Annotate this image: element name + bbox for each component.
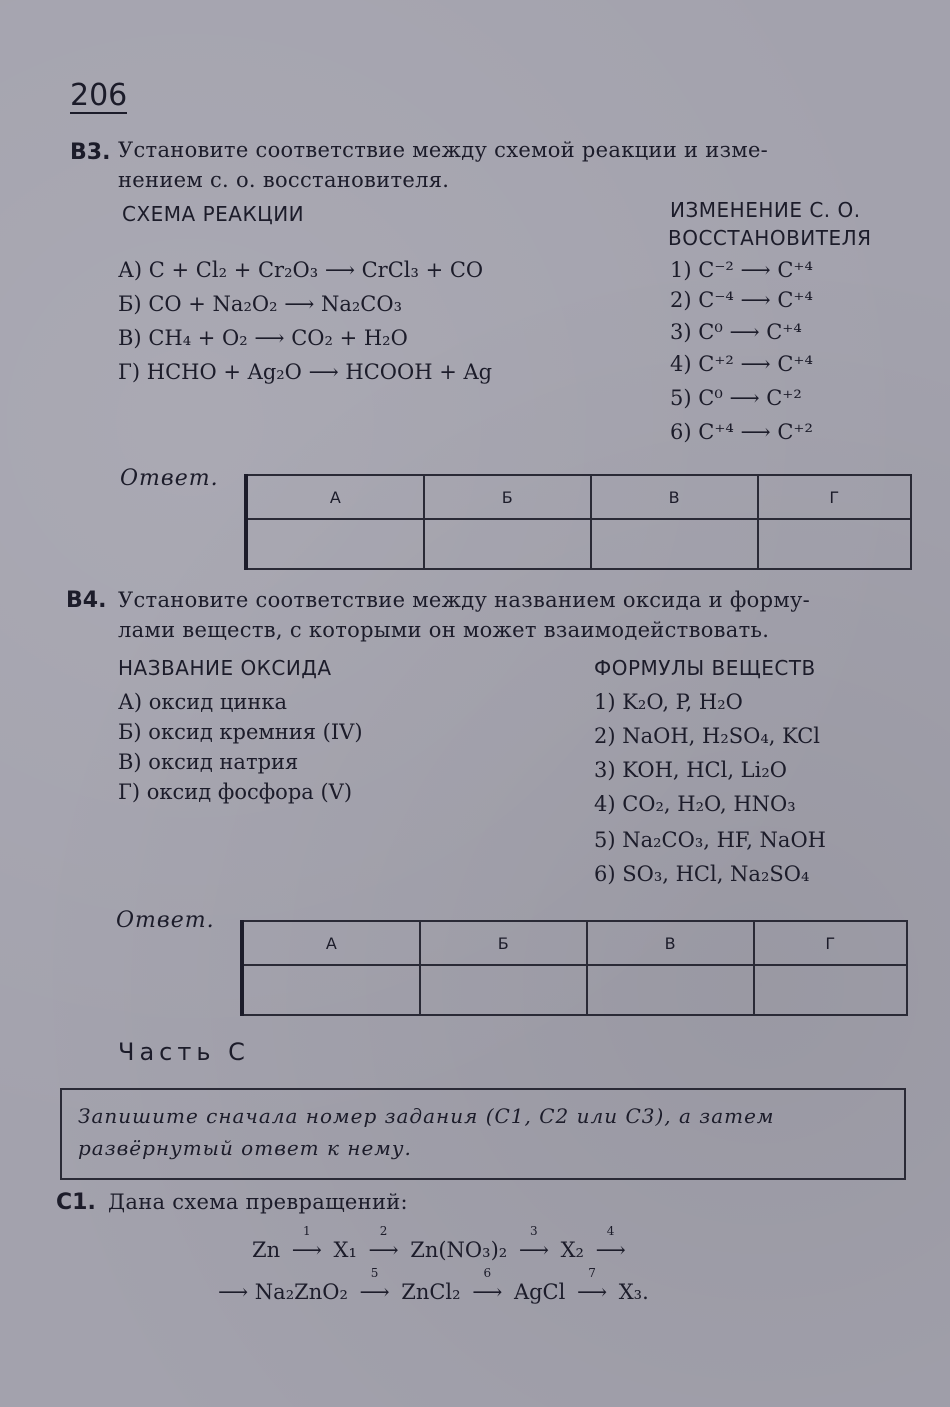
change-from: C⁻⁴	[698, 288, 734, 312]
step-number: 1	[302, 1224, 311, 1238]
arrow-icon: 5 ⟶	[355, 1280, 395, 1304]
answer-cell-b[interactable]	[420, 965, 587, 1015]
b3-right-header-line1: ИЗМЕНЕНИЕ С. О.	[670, 198, 861, 222]
scheme-species: Na₂ZnO₂	[254, 1280, 348, 1304]
step-number: 2	[379, 1224, 388, 1238]
reaction-a	[118, 258, 483, 282]
answer-input-row	[242, 965, 907, 1015]
arrow-icon: ⟶	[284, 292, 315, 316]
arrow-icon: ⟶	[254, 326, 285, 350]
scheme-species: Zn(NO₃)₂	[410, 1238, 508, 1262]
arrow-icon: ⟶	[729, 386, 760, 410]
page-number: 206	[70, 78, 128, 113]
reaction-b	[118, 292, 402, 316]
reaction-reactants: CH₄ + O₂	[148, 326, 248, 350]
reaction-label: Г)	[118, 360, 141, 384]
answer-col-a: А	[242, 921, 420, 965]
oxide-a: А) оксид цинка	[118, 690, 288, 714]
arrow-icon: 2 ⟶	[364, 1238, 404, 1262]
answer-col-v: В	[587, 921, 754, 965]
reaction-v	[118, 326, 408, 350]
change-from: C⁰	[698, 386, 723, 410]
b3-answer-label: Ответ.	[120, 466, 219, 491]
answer-cell-b[interactable]	[424, 519, 591, 569]
reaction-products: Na₂CO₃	[320, 292, 403, 316]
reaction-products: CrCl₃ + CO	[361, 258, 484, 282]
instruction-line2: развёрнутый ответ к нему.	[78, 1136, 412, 1160]
change-to: C⁺⁴	[777, 352, 813, 376]
change-from: C⁰	[698, 320, 723, 344]
arrow-icon: 7 ⟶	[572, 1280, 612, 1304]
arrow-icon: 4 ⟶	[591, 1238, 631, 1262]
change-label: 4)	[670, 352, 692, 376]
arrow-icon: 1 ⟶	[287, 1238, 327, 1262]
part-c-title: Часть С	[118, 1038, 250, 1066]
formula-1: 1) K₂O, P, H₂O	[594, 690, 743, 714]
change-5	[670, 386, 802, 410]
reaction-products: CO₂ + H₂O	[291, 326, 408, 350]
b3-text-line1: Установите соответствие между схемой реакции и изме-	[118, 138, 769, 162]
answer-header-row	[242, 921, 907, 965]
change-to: C⁺⁴	[777, 288, 813, 312]
answer-col-b: Б	[424, 475, 591, 519]
arrow-icon: ⟶	[740, 352, 771, 376]
reaction-g	[118, 360, 492, 384]
answer-col-a: А	[246, 475, 424, 519]
b4-number: B4.	[66, 588, 107, 613]
formula-6: 6) SO₃, HCl, Na₂SO₄	[594, 862, 810, 886]
change-to: C⁺⁴	[777, 258, 813, 282]
answer-input-row	[246, 519, 911, 569]
reaction-reactants: C + Cl₂ + Cr₂O₃	[148, 258, 319, 282]
reaction-label: В)	[118, 326, 142, 350]
instruction-line1: Запишите сначала номер задания (С1, С2 или С3), а затем	[78, 1104, 775, 1128]
b4-left-header: НАЗВАНИЕ ОКСИДА	[118, 656, 332, 680]
b3-left-header: СХЕМА РЕАКЦИИ	[122, 202, 305, 226]
oxide-b: Б) оксид кремния (IV)	[118, 720, 363, 744]
arrow-icon: ⟶	[324, 258, 355, 282]
c1-text: Дана схема превращений:	[108, 1190, 408, 1214]
oxide-v: В) оксид натрия	[118, 750, 299, 774]
b3-answer-table	[244, 474, 912, 570]
answer-col-v: В	[591, 475, 758, 519]
change-label: 1)	[670, 258, 692, 282]
step-number: 6	[483, 1266, 492, 1280]
answer-col-g: Г	[758, 475, 911, 519]
b4-text-line1: Установите соответствие между названием оксида и форму-	[118, 588, 811, 612]
c1-scheme-line1	[252, 1224, 631, 1262]
scheme-species: Zn	[252, 1238, 281, 1262]
reaction-reactants: HCHO + Ag₂O	[146, 360, 302, 384]
arrow-icon: ⟶	[218, 1280, 249, 1304]
change-4	[670, 352, 813, 376]
formula-4: 4) CO₂, H₂O, HNO₃	[594, 792, 796, 816]
change-1	[670, 258, 813, 282]
step-number: 5	[370, 1266, 379, 1280]
scheme-species: ZnCl₂	[401, 1280, 461, 1304]
change-label: 6)	[670, 420, 692, 444]
b4-answer-label: Ответ.	[116, 908, 215, 933]
reaction-label: А)	[118, 258, 143, 282]
oxide-g: Г) оксид фосфора (V)	[118, 780, 353, 804]
b4-right-header: ФОРМУЛЫ ВЕЩЕСТВ	[594, 656, 816, 680]
reaction-reactants: CO + Na₂O₂	[148, 292, 278, 316]
scheme-species: X₃.	[618, 1280, 649, 1304]
step-number: 3	[530, 1224, 538, 1238]
arrow-icon: ⟶	[729, 320, 760, 344]
arrow-icon: ⟶	[740, 420, 771, 444]
formula-5: 5) Na₂CO₃, HF, NaOH	[594, 828, 826, 852]
arrow-icon: ⟶	[308, 360, 339, 384]
change-3	[670, 320, 802, 344]
change-from: C⁺²	[698, 352, 734, 376]
step-number: 4	[606, 1224, 615, 1238]
b4-text-line2: лами веществ, с которыми он может взаимодействовать.	[118, 618, 770, 642]
change-label: 5)	[670, 386, 692, 410]
step-number: 7	[588, 1266, 596, 1280]
formula-2: 2) NaOH, H₂SO₄, KCl	[594, 724, 821, 748]
b3-right-header-line2: ВОССТАНОВИТЕЛЯ	[668, 226, 872, 250]
arrow-icon: ⟶	[740, 288, 771, 312]
reaction-products: HCOOH + Ag	[345, 360, 493, 384]
change-from: C⁻²	[698, 258, 734, 282]
change-from: C⁺⁴	[698, 420, 734, 444]
formula-3: 3) KOH, HCl, Li₂O	[594, 758, 787, 782]
answer-col-g: Г	[754, 921, 907, 965]
answer-header-row	[246, 475, 911, 519]
scheme-species: AgCl	[513, 1280, 566, 1304]
change-to: C⁺²	[766, 386, 802, 410]
b3-text-line2: нением с. о. восстановителя.	[118, 168, 450, 192]
change-to: C⁺⁴	[766, 320, 802, 344]
change-label: 3)	[670, 320, 692, 344]
reaction-label: Б)	[118, 292, 142, 316]
change-to: C⁺²	[777, 420, 813, 444]
answer-cell-g[interactable]	[754, 965, 907, 1015]
arrow-icon: ⟶	[740, 258, 771, 282]
change-label: 2)	[670, 288, 692, 312]
b4-answer-table	[240, 920, 908, 1016]
answer-col-b: Б	[420, 921, 587, 965]
change-6	[670, 420, 813, 444]
c1-number: С1.	[56, 1190, 96, 1215]
answer-cell-v[interactable]	[587, 965, 754, 1015]
answer-cell-a[interactable]	[242, 965, 420, 1015]
scheme-species: X₁	[333, 1238, 357, 1262]
answer-cell-a[interactable]	[246, 519, 424, 569]
arrow-icon: 6 ⟶	[467, 1280, 507, 1304]
arrow-icon: 3 ⟶	[514, 1238, 554, 1262]
change-2	[670, 288, 813, 312]
c1-scheme-line2	[218, 1266, 649, 1304]
part-c-instruction-box	[60, 1088, 906, 1180]
b3-number: B3.	[70, 140, 111, 165]
answer-cell-g[interactable]	[758, 519, 911, 569]
scheme-species: X₂	[560, 1238, 584, 1262]
answer-cell-v[interactable]	[591, 519, 758, 569]
